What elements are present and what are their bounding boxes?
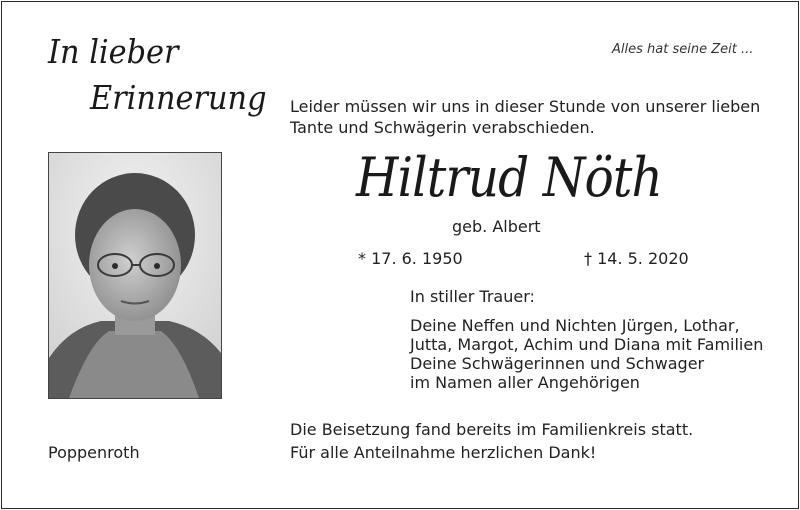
deceased-name: Hiltrud Nöth — [356, 146, 662, 209]
intro-text — [290, 96, 760, 138]
mourners-line: Jutta, Margot, Achim und Diana mit Familien — [410, 335, 764, 354]
mourners-label: In stiller Trauer: — [410, 287, 535, 306]
intro-line-2: Tante und Schwägerin verabschieden. — [290, 118, 595, 137]
greeting-line-1: In lieber — [48, 32, 179, 71]
mourners-list — [410, 316, 763, 392]
intro-line-1: Leider müssen wir uns in dieser Stunde von unserer lieben — [290, 97, 761, 116]
mourners-line: Deine Schwägerinnen und Schwager — [410, 354, 705, 373]
mourners-line: Deine Neffen und Nichten Jürgen, Lothar, — [410, 316, 740, 335]
place-name: Poppenroth — [48, 443, 140, 462]
mourners-line: im Namen aller Angehörigen — [410, 373, 640, 392]
birth-name: geb. Albert — [452, 217, 541, 236]
burial-note: Die Beisetzung fand bereits im Familienkreis statt. — [290, 420, 694, 439]
portrait-photo — [48, 152, 222, 399]
death-date: † 14. 5. 2020 — [584, 249, 689, 268]
closing-text — [290, 418, 693, 464]
motto: Alles hat seine Zeit ... — [612, 42, 754, 57]
birth-date: * 17. 6. 1950 — [358, 249, 463, 268]
thanks-note: Für alle Anteilnahme herzlichen Dank! — [290, 443, 597, 462]
greeting-line-2: Erinnerung — [90, 78, 267, 117]
